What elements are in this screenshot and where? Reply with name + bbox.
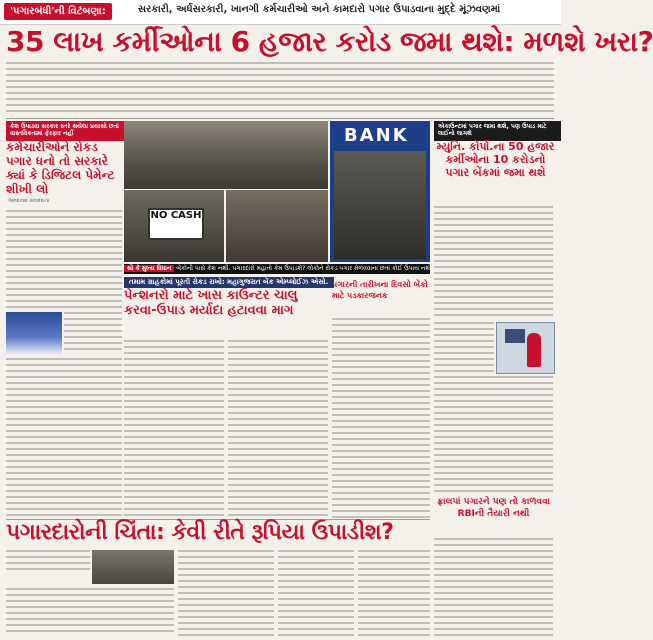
top-strip [0,0,561,25]
right-body [434,206,553,320]
divider [6,118,554,119]
bottom-body-col4 [358,550,430,636]
event-photo [6,312,62,354]
left-box-title: કર્મચારીઓને રોકડ પગાર ધનો તો સરકારે ક્યાં કે ડિજિટલ પેમેન્ટ શીખી લો [6,140,115,196]
bottom-body-col2 [178,550,274,636]
atm-screen [505,329,525,343]
mid-title: પેન્શનરો માટે ખાસ કાઉન્ટર ચાલુ કરવા-ઉપાડ મર્યાદા હટાવવા માગ [124,288,298,318]
nocash-sign: NO CASH [148,208,204,240]
mid-body-col2 [228,340,328,518]
right-box-banner: એકાઉન્ટમાં પગાર જમા થશે, પણ ઉપાડ માટે લાઈનો લાગશે [434,121,561,141]
crowd-photo [124,121,328,189]
left-box-banner: કેશ ઉપાડવા સરકાર સ્તરે થયેલા પ્રયાસો છતાં વાસ્તવિકતામાં ફેરફાર નહીં [6,121,126,141]
left-body-text [6,210,122,310]
mid-body-col1 [124,340,224,518]
bank-queue-photo [334,151,426,259]
headline-part1: 35 લાખ કર્મીઓના 6 હજાર કરોડ જમા થશે: [6,25,524,58]
right-body-2 [434,322,494,372]
ticker-text: બેંકોની પાસે કેશ નથી. પગારદારો મહાતો કેમ ઉપાડશે? લોકોને રોકડ પગાર મેળવવાના છતાં કોઈ ઉપાય નથી [176,265,432,272]
right-bottom-title: ફ્રાલપાં પગારને પણ તો કાળવવા RBIની તૈયારી નથી [437,497,550,519]
ticker [124,264,430,274]
bank-sign: BANK [344,125,409,146]
nocash-photo [124,190,224,262]
atm-person [527,333,541,367]
bottom-sub-text [6,550,90,574]
bottom-headline: પગારદારોની ચિંતા: કેવી રીતે રૂપિયા ઉપાડીશ? [6,520,394,545]
bottom-body-col3 [278,550,354,636]
right-box-title: મ્યુનિ. કોર્પો.ના 50 હજાર કર્મીઓના 10 કરોડનો પગાર બેંકમાં જમા થશે [436,140,555,179]
bottom-body-col1 [6,588,174,636]
page-headline [6,25,653,58]
strip-label: 'પગારબંધી'ની વિટંબણા: [4,3,112,20]
left-box-byline: અમદાવાદ સંવાદદાતા [8,198,50,204]
intro-text [6,62,554,116]
ticker-label: સૌ કે મુખ્ય વિધાન [124,265,174,272]
bottom-photo [92,550,174,584]
queue-photo [226,190,328,262]
bank-photo [330,121,430,262]
right-body-4 [434,538,553,636]
atm-illustration [496,322,555,374]
left-body-text-2 [6,358,122,516]
mid-banner: તમામ ગ્રાહકોમાં પૂરતી રોકડ રાખો: મહાગુજરાત બેંક એમ્પ્લોઈઝ એસો. [124,277,334,288]
right-mid-title: પગારની તારીખના દિવસો બેંકો માટે પડકારજનક [332,280,428,300]
right-mid-body [332,318,430,518]
headline-part2: મળશે ખરા? [523,25,653,58]
right-body-3 [434,376,553,494]
left-caption-text [64,312,122,354]
strip-text: સરકારી, અર્ધસરકારી, ખાનગી કર્મચારીઓ અને કામદારો પગાર ઉપાડવાના મુદ્દે મૂંઝવણમાં [138,4,501,15]
